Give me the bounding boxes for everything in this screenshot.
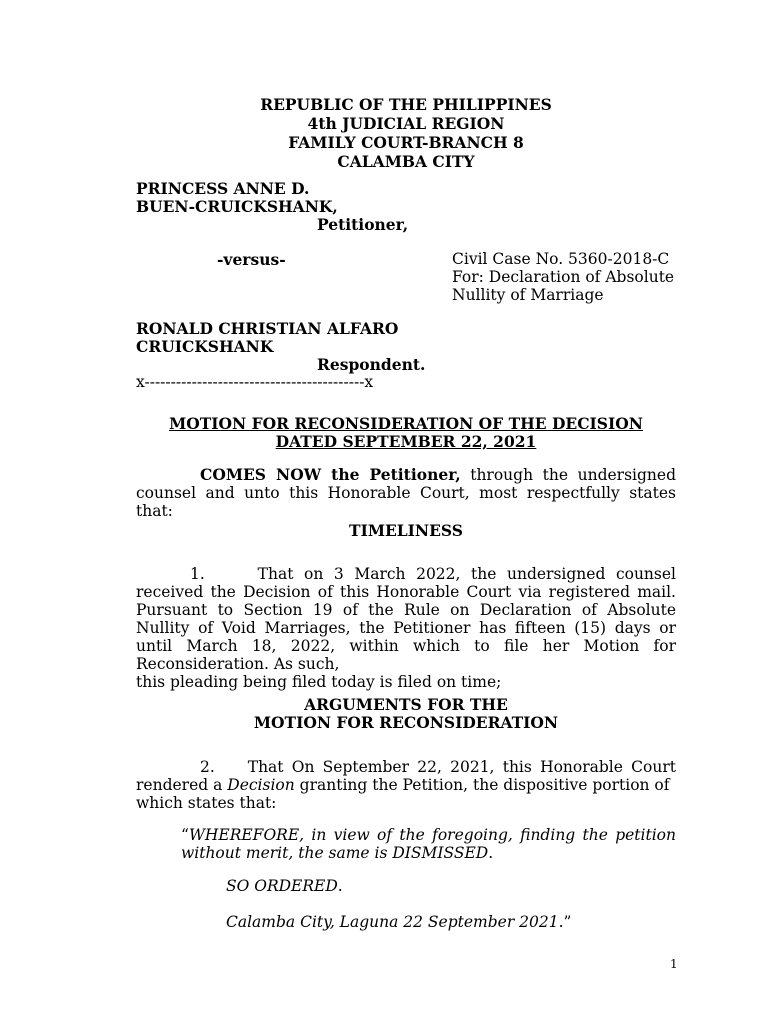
petitioner-block — [136, 180, 408, 234]
quote-text: WHEREFORE, in view of the foregoing, finding the petition without merit, the same is DISMISSED — [181, 826, 676, 862]
so-ordered: SO ORDERED — [226, 877, 338, 895]
court-republic: REPUBLIC OF THE PHILIPPINES — [260, 95, 552, 114]
arguments-heading — [136, 696, 676, 732]
place-date: Calamba City, Laguna 22 September 2021 — [226, 913, 559, 931]
court-city: CALAMBA CITY — [337, 152, 475, 171]
petitioner-role: Petitioner, — [317, 215, 409, 234]
respondent-name-line1: RONALD CHRISTIAN ALFARO — [136, 319, 399, 338]
respondent-role: Respondent. — [317, 355, 426, 374]
para2-last-line: which states that: — [136, 794, 277, 812]
para2-text-a: That On September 22, 2021, this Honorable Court rendered a — [136, 758, 676, 794]
place-date-line — [226, 913, 571, 931]
petitioner-name-line1: PRINCESS ANNE D. — [136, 179, 310, 198]
para1-last-line: this pleading being filed today is filed on time; — [136, 673, 502, 691]
caption-divider: x------------------------------------------x — [136, 373, 374, 391]
para1-number: 1. — [190, 565, 205, 583]
timeliness-heading: TIMELINESS — [349, 521, 463, 540]
court-region: 4th JUDICIAL REGION — [307, 114, 505, 133]
motion-title — [136, 415, 676, 451]
case-nature-line2: Nullity of Marriage — [452, 286, 604, 304]
petitioner-name-line2: BUEN-CRUICKSHANK, — [136, 197, 338, 216]
respondent-block — [136, 320, 425, 374]
arguments-heading-line1: ARGUMENTS FOR THE — [304, 695, 508, 714]
page-number: 1 — [670, 957, 678, 971]
case-info — [452, 250, 674, 304]
paragraph-2 — [136, 758, 676, 812]
intro-bold: COMES NOW the Petitioner, — [200, 465, 461, 484]
quote-close: .” — [558, 913, 572, 931]
dispositive-quote — [181, 826, 676, 862]
quote-open-mark: “ — [181, 826, 189, 844]
so-ordered-line — [226, 877, 343, 895]
so-ordered-period: . — [337, 877, 343, 895]
versus-label: -versus- — [217, 250, 286, 269]
quote-period: . — [488, 844, 494, 862]
motion-title-line1: MOTION FOR RECONSIDERATION OF THE DECISION — [169, 414, 643, 433]
motion-title-line2: DATED SEPTEMBER 22, 2021 — [275, 432, 537, 451]
para1-text: That on 3 March 2022, the undersigned counsel received the Decision of this Honorable Court via registered mail. Pursuant to Section 19 of the Rule on Declaration of Absolute Nullity of Void Marriages, the Petitioner has fifteen (15) days or until March 18, 2022, within which to file her Motion for Reconsideration. As such, — [136, 565, 677, 673]
case-nature-line1: For: Declaration of Absolute — [452, 268, 675, 286]
para2-text-b: granting the Petition, the dispositive portion of — [294, 776, 670, 794]
arguments-heading-line2: MOTION FOR RECONSIDERATION — [253, 713, 559, 732]
para2-decision-word: Decision — [227, 776, 295, 794]
intro-text: through the undersigned counsel and unto this Honorable Court, most respectfully states that: — [136, 466, 676, 520]
respondent-name-line2: CRUICKSHANK — [136, 337, 274, 356]
court-branch: FAMILY COURT-BRANCH 8 — [288, 133, 524, 152]
intro-paragraph — [136, 466, 676, 520]
court-header — [0, 95, 768, 171]
para2-number: 2. — [200, 758, 215, 776]
case-number: Civil Case No. 5360-2018-C — [452, 250, 670, 268]
paragraph-1 — [136, 565, 676, 691]
